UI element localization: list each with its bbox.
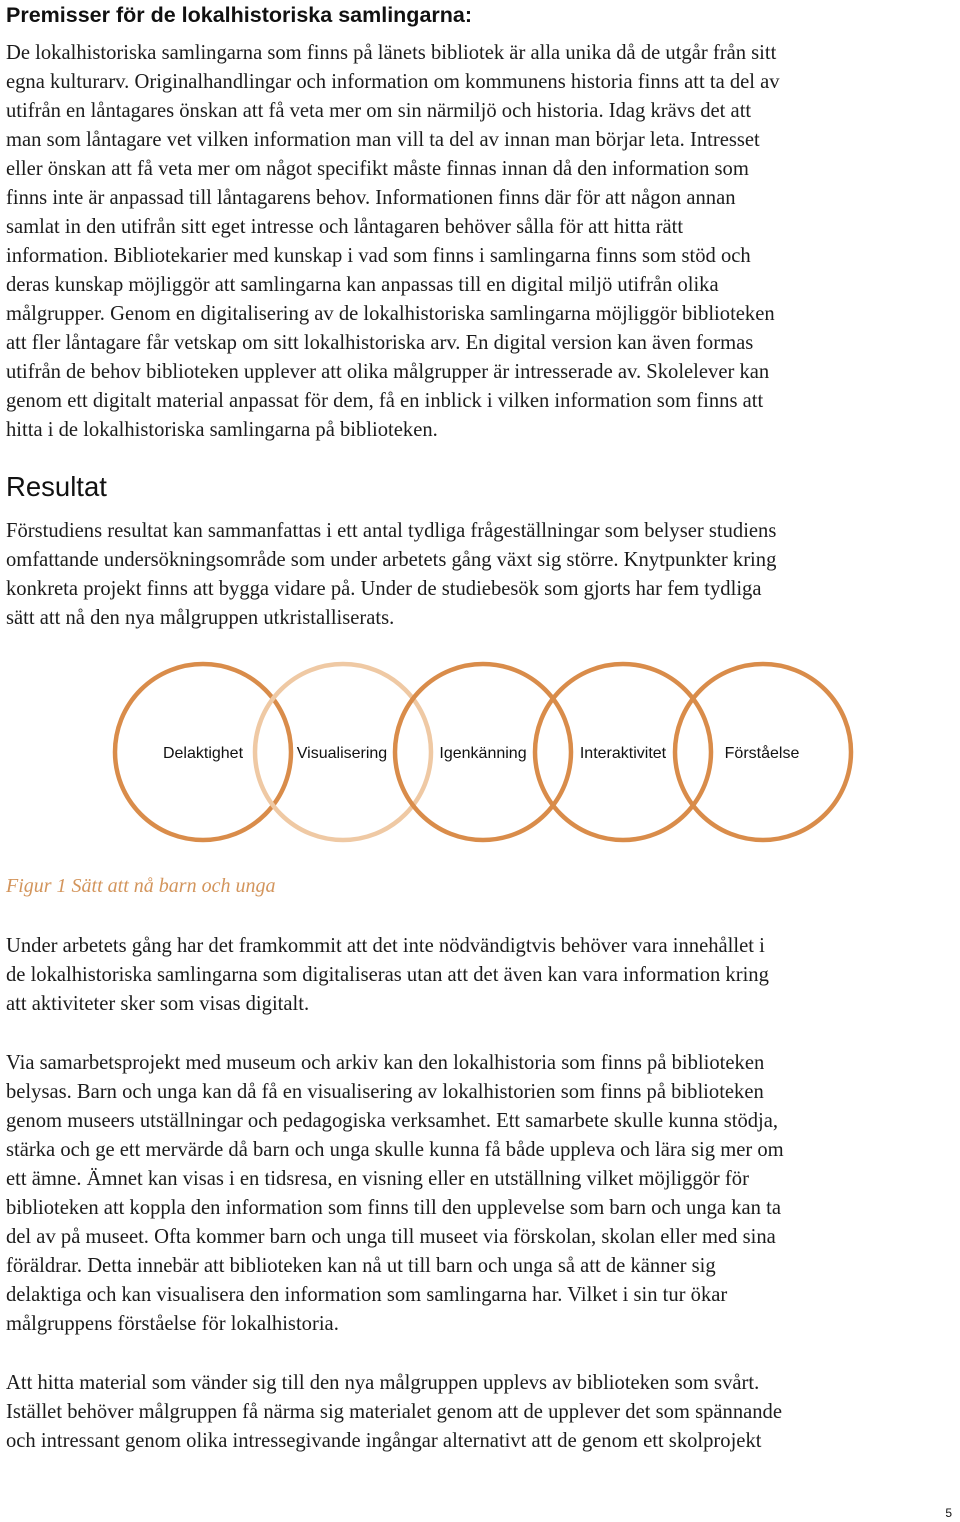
- text-line: egna kulturarv. Originalhandlingar och information om kommunens historia finns att ta del av: [6, 71, 780, 93]
- text-line: utifrån de behov biblioteken upplever att olika målgrupper är intresserade av. Skolelever kan: [6, 361, 770, 383]
- circle-label-igenkanning: Igenkänning: [439, 745, 527, 762]
- text-line: genom ett digitalt material anpassat för dem, få en inblick i vilken information som finns att: [6, 390, 764, 412]
- text-line: föräldrar. Detta innebär att biblioteken kan nå ut till barn och unga så att de känner sig: [6, 1255, 716, 1277]
- text-line: att aktiviteter sker som visas digitalt.: [6, 993, 310, 1015]
- circle-label-interaktivitet: Interaktivitet: [579, 745, 667, 762]
- text-line: samlat in den utifrån sitt eget intresse och låntagaren behöver sålla för att hitta rätt: [6, 216, 684, 238]
- text-line: målgrupper. Genom en digitalisering av de lokalhistoriska samlingarna möjliggör biblioteken: [6, 303, 775, 325]
- text-line: hitta i de lokalhistoriska samlingarna på biblioteken.: [6, 419, 438, 441]
- text-line: de lokalhistoriska samlingarna som digitaliseras utan att det även kan vara information kring: [6, 964, 769, 986]
- text-line: målgruppens förståelse för lokalhistoria.: [6, 1313, 339, 1335]
- text-line: finns inte är anpassad till låntagarens behov. Informationen finns där för att någon annan: [6, 187, 736, 209]
- text-line: Förstudiens resultat kan sammanfattas i ett antal tydliga frågeställningar som belyser studiens: [6, 520, 777, 542]
- text-line: stärka och ge ett mervärde då barn och unga skulle kunna få både uppleva och lära sig mer om: [6, 1139, 784, 1161]
- circles-diagram: [0, 660, 960, 850]
- text-line: deras kunskap möjliggör att samlingarna kan anpassas till en digital miljö utifrån olika: [6, 274, 719, 296]
- text-line: konkreta projekt finns att bygga vidare på. Under de studiebesök som gjorts har fem tydliga: [6, 578, 762, 600]
- text-line: omfattande undersökningsområde som under arbetets gång växt sig större. Knytpunkter kring: [6, 549, 777, 571]
- text-line: Under arbetets gång har det framkommit att det inte nödvändigtvis behöver vara innehållet i: [6, 935, 765, 957]
- text-line: information. Bibliotekarier med kunskap i vad som finns i samlingarna finns som stöd och: [6, 245, 751, 267]
- text-line: Istället behöver målgruppen få närma sig materialet genom att de upplever det som spännande: [6, 1401, 782, 1423]
- figure-five-circles: [0, 660, 960, 850]
- text-line: sätt att nå den nya målgruppen utkristalliserats.: [6, 607, 395, 629]
- text-line: De lokalhistoriska samlingarna som finns på länets bibliotek är alla unika då de utgår från sitt: [6, 42, 777, 64]
- text-line: Att hitta material som vänder sig till den nya målgruppen upplevs av biblioteken som svårt.: [6, 1372, 760, 1394]
- text-line: biblioteken att koppla den information som finns till den upplevelse som barn och unga kan ta: [6, 1197, 781, 1219]
- paragraph-samarbetsprojekt: [6, 1049, 956, 1339]
- section-heading-resultat: Resultat: [6, 471, 107, 502]
- text-line: att fler låntagare får vetskap om sitt lokalhistoriska arv. En digital version kan även formas: [6, 332, 754, 354]
- text-line: eller önskan att få veta mer om något specifikt måste finnas innan då den information som: [6, 158, 749, 180]
- circle-label-delaktighet: Delaktighet: [162, 745, 244, 762]
- text-line: delaktiga och kan visualisera den information som samlingarna har. Vilket i sin tur ökar: [6, 1284, 728, 1306]
- paragraph-resultat: [6, 517, 956, 633]
- figure-caption: Figur 1 Sätt att nå barn och unga: [6, 875, 276, 897]
- text-line: Via samarbetsprojekt med museum och arkiv kan den lokalhistoria som finns på biblioteken: [6, 1052, 765, 1074]
- circle-label-forstaelse: Förståelse: [724, 745, 800, 762]
- text-line: del av på museet. Ofta kommer barn och unga till museet via förskolan, skolan eller med sina: [6, 1226, 776, 1248]
- paragraph-hitta-material: [6, 1369, 956, 1456]
- circle-label-visualisering: Visualisering: [296, 745, 388, 762]
- paragraph-premisser: [6, 39, 956, 445]
- page-number: 5: [945, 1506, 952, 1520]
- text-line: och intressant genom olika intressegivande ingångar alternativt att de genom ett skolprojekt: [6, 1430, 762, 1452]
- paragraph-arbetets-gang: [6, 932, 956, 1019]
- text-line: belysas. Barn och unga kan då få en visualisering av lokalhistorien som finns på biblioteken: [6, 1081, 764, 1103]
- text-line: utifrån en låntagares önskan att få veta mer om sin närmiljö och historia. Idag krävs det att: [6, 100, 752, 122]
- text-line: genom museers utställningar och pedagogiska verksamhet. Ett samarbete skulle kunna stödja,: [6, 1110, 779, 1132]
- text-line: ett ämne. Ämnet kan visas i en tidsresa, en visning eller en utställning vilket möjliggör för: [6, 1168, 749, 1190]
- text-line: man som låntagare vet vilken information man vill ta del av innan man börjar leta. Intresset: [6, 129, 760, 151]
- section-heading-premisser: Premisser för de lokalhistoriska samlingarna:: [6, 3, 473, 27]
